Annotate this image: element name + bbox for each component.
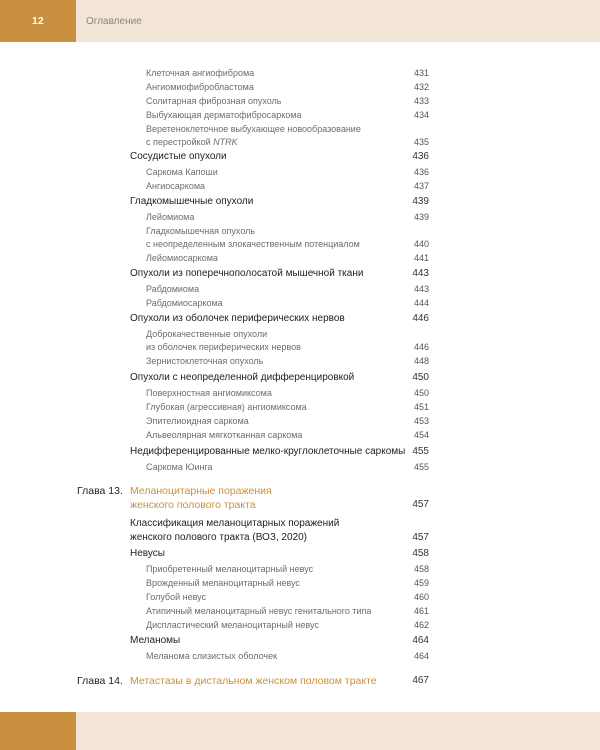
running-head: Оглавление (86, 15, 142, 27)
footer-accent (0, 712, 76, 750)
gene-name: NTRK (213, 137, 238, 147)
footer-bar (0, 712, 600, 750)
page-number: 12 (0, 0, 76, 42)
header-bar (0, 0, 600, 42)
